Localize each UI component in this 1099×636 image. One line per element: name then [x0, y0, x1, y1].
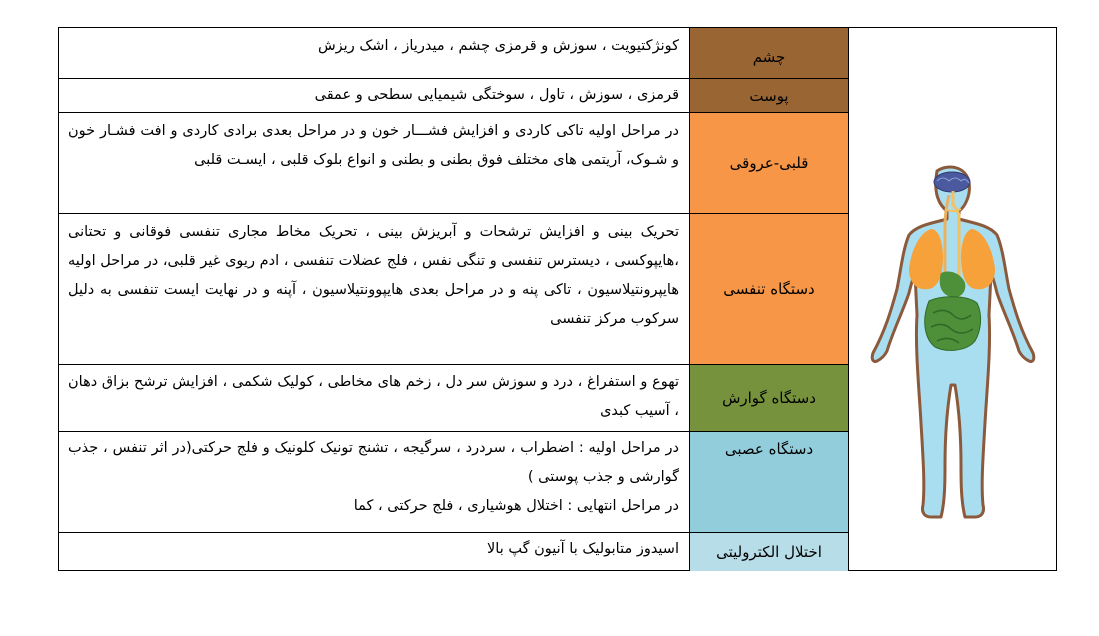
- table-row-digestive: [58, 364, 848, 431]
- description-text: قرمزی ، سوزش ، تاول ، سوختگی شیمیایی سطحی و عمقی: [314, 87, 679, 103]
- table-row-respiratory: [58, 213, 848, 364]
- description-text: تهوع و استفراغ ، درد و سوزش سر دل ، زخم های مخاطی ، کولیک شکمی ، افزایش ترشح بزاق دهان ، آسیب کبدی: [68, 374, 679, 419]
- category-label: دستگاه عصبی: [724, 440, 814, 458]
- description-cell-nervous: [58, 432, 689, 532]
- intestines: [925, 297, 981, 351]
- category-cell-nervous: [689, 432, 848, 532]
- category-label: قلبی-عروقی: [729, 154, 809, 172]
- description-cell-eye: [58, 28, 689, 78]
- category-cell-digestive: [689, 365, 848, 431]
- category-cell-respiratory: [689, 214, 848, 364]
- description-cell-digestive: [58, 365, 689, 431]
- category-label: پوست: [749, 86, 789, 105]
- description-cell-electrolyte: [58, 533, 689, 571]
- description-text: کونژکتیویت ، سوزش و قرمزی چشم ، میدریاز ، اشک ریزش: [317, 38, 679, 54]
- category-cell-cardiovascular: [689, 113, 848, 213]
- category-label: دستگاه تنفسی: [723, 280, 815, 298]
- description-text: در مراحل اولیه تاکی کاردی و افزایش فشـــار خون و در مراحل بعدی برادی کاردی و افت فشـار خون و شـوک، آریتمی های مختلف فوق بطنی و بطنی و انواع بلوک قلبی ، ایسـت قلبی: [68, 123, 679, 168]
- table-row-skin: [58, 78, 848, 112]
- category-cell-electrolyte: [689, 533, 848, 571]
- category-cell-skin: [689, 79, 848, 112]
- description-text: تحریک بینی و افزایش ترشحات و آبریزش بینی ، تحریک مخاط مجاری تنفسی فوقانی و تحتانی ،هایپوکسی ، دیسترس تنفسی و تنگی نفس ، فلج عضلات تنفسی ، ادم ریوی غیر قلبی، در مراحل اولیه هایپرونتیلاسیون ، تاکی پنه و در مراحل بعدی هایپوونتیلاسیون ، آپنه و در نهایت ایست تنفسی به دلیل سرکوب مرکز تنفسی: [68, 224, 679, 327]
- human-body-organs-icon: [849, 165, 1057, 525]
- description-text: اسیدوز متابولیک با آنیون گپ بالا: [487, 541, 679, 557]
- description-text: در مراحل انتهایی : اختلال هوشیاری ، فلج حرکتی ، کما: [353, 498, 679, 514]
- description-cell-respiratory: [58, 214, 689, 364]
- table-row-cardiovascular: [58, 112, 848, 213]
- figure-cell: [848, 27, 1057, 571]
- brain: [934, 172, 970, 192]
- description-cell-skin: [58, 79, 689, 112]
- category-label: چشم: [752, 48, 786, 66]
- category-label: دستگاه گوارش: [722, 389, 816, 407]
- table-row-eye: [58, 27, 848, 78]
- category-label: اختلال الکترولیتی: [716, 543, 822, 561]
- table-row-nervous: [58, 431, 848, 532]
- table-row-electrolyte: [58, 532, 848, 571]
- category-cell-eye: [689, 28, 848, 78]
- description-cell-cardiovascular: [58, 113, 689, 213]
- description-text: در مراحل اولیه : اضطراب ، سردرد ، سرگیجه ، تشنج تونیک کلونیک و فلج حرکتی(در اثر تنفس ، جذب گوارشی و جذب پوستی ): [68, 440, 679, 485]
